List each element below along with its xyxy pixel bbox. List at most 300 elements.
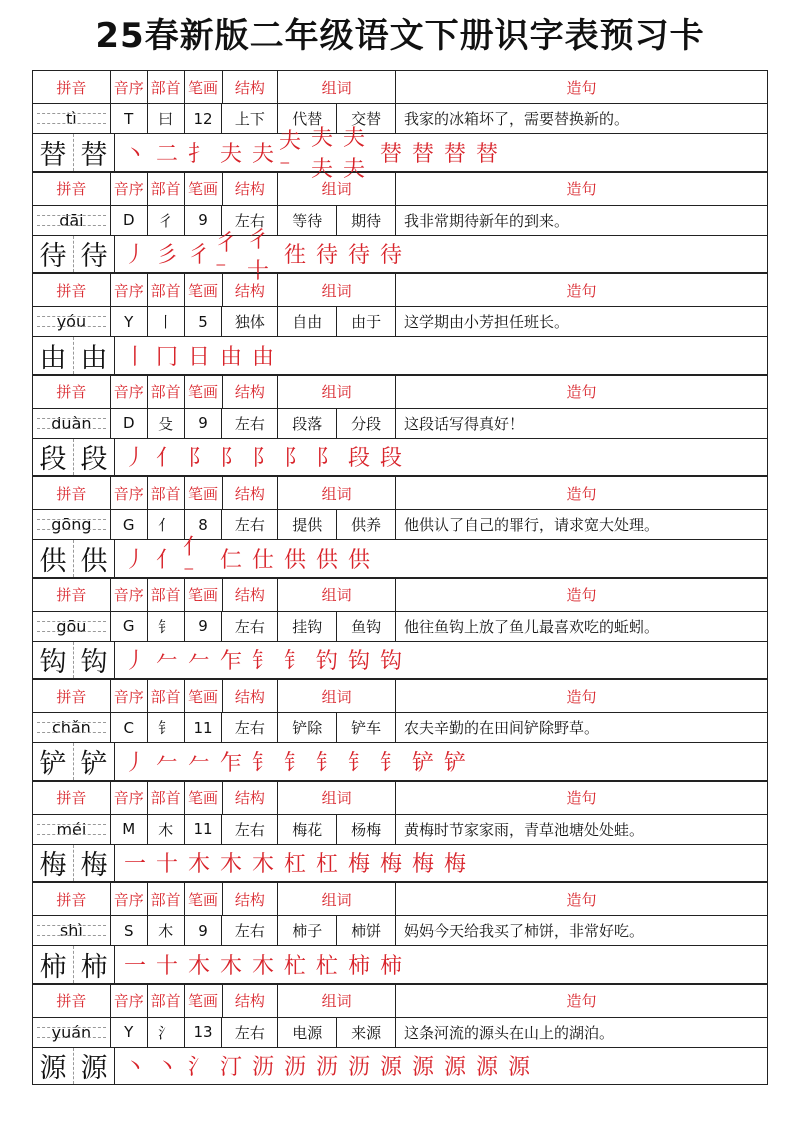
stroke-step: 替 — [475, 141, 498, 167]
big-character: 源 — [80, 1053, 108, 1085]
info-row — [32, 814, 768, 844]
character-entry — [32, 984, 768, 1086]
info-row — [32, 915, 768, 945]
character-entry — [32, 476, 768, 587]
stroke-step: 日 — [187, 344, 210, 370]
header-cell: 音序 — [111, 883, 148, 915]
header-cell: 造句 — [566, 281, 597, 300]
header-cell: 部首 — [148, 782, 185, 814]
word: 代替 — [278, 104, 337, 133]
bushou-cell: 丨 — [148, 307, 185, 336]
header-cell: 结构 — [223, 985, 279, 1017]
big-character: 钩 — [33, 642, 74, 679]
character-entry — [32, 70, 768, 183]
header-cell: 组词 — [278, 173, 396, 205]
stroke-step: 彡 — [155, 243, 178, 269]
stroke-step: 钅 — [347, 750, 370, 776]
header-cell: 组词 — [278, 782, 396, 814]
header-cell: 拼音 — [33, 274, 111, 306]
big-character: 柿 — [80, 951, 108, 983]
word: 电源 — [278, 1018, 337, 1047]
header-cell: 音序 — [111, 71, 148, 103]
big-character: 供 — [33, 540, 74, 577]
stroke-step: 丶 — [155, 1055, 178, 1081]
header-cell: 音序 — [111, 985, 148, 1017]
word: 段落 — [278, 409, 337, 438]
stroke-step: 十 — [155, 852, 178, 878]
stroke-step: 仁 — [219, 547, 242, 573]
header-cell: 部首 — [148, 376, 185, 408]
stroke-step: 汀 — [219, 1055, 242, 1081]
jiegou-cell: 左右 — [222, 916, 278, 945]
stroke-step: 𠂉 — [155, 649, 178, 675]
big-character: 梅 — [33, 845, 74, 882]
header-cell: 笔画 — [185, 173, 223, 205]
yinxu-cell: Y — [111, 307, 148, 336]
stroke-step: 供 — [315, 547, 338, 573]
info-row — [32, 205, 768, 235]
word: 梅花 — [278, 815, 337, 844]
header-cell: 音序 — [111, 782, 148, 814]
stroke-step: 乍 — [219, 750, 242, 776]
stroke-step: 钩 — [347, 649, 370, 675]
big-character: 梅 — [80, 850, 108, 882]
word: 分段 — [351, 414, 382, 433]
stroke-step: 木 — [219, 852, 242, 878]
pinyin-cell: chǎn — [33, 713, 111, 742]
yinxu-cell: S — [111, 916, 148, 945]
big-character: 替 — [80, 139, 108, 171]
character-entry — [32, 172, 768, 284]
character-table — [32, 70, 768, 1085]
stroke-step: 冂 — [155, 344, 178, 370]
info-row — [32, 712, 768, 742]
pinyin-cell: gōu — [33, 612, 111, 641]
word: 等待 — [278, 206, 337, 235]
stroke-step: 钅 — [283, 649, 306, 675]
stroke-row — [32, 126, 768, 183]
stroke-step: 丿 — [123, 750, 146, 776]
stroke-step: 𠂉 — [155, 750, 178, 776]
stroke-order — [114, 642, 407, 679]
header-cell: 笔画 — [185, 579, 223, 611]
header-row — [32, 679, 768, 712]
header-cell: 造句 — [566, 586, 597, 604]
stroke-step: 夫 — [219, 141, 242, 167]
big-character: 段 — [80, 444, 108, 476]
yinxu-cell: G — [111, 612, 148, 641]
bihua-cell: 8 — [185, 510, 223, 539]
stroke-order — [114, 743, 471, 780]
header-cell: 笔画 — [185, 680, 223, 712]
words-cell — [278, 206, 396, 235]
stroke-step: 钓 — [315, 649, 338, 675]
stroke-step: 木 — [251, 953, 274, 979]
header-cell: 部首 — [148, 985, 185, 1017]
header-cell: 结构 — [223, 477, 279, 509]
bushou-cell: 木 — [148, 916, 185, 945]
stroke-step: 夫⁻ — [279, 129, 302, 181]
stroke-step: 替 — [379, 141, 402, 167]
stroke-step: 源 — [411, 1055, 434, 1081]
bushou-cell: 钅 — [148, 612, 185, 641]
stroke-step: 一 — [123, 852, 146, 878]
sentence-cell: 我家的冰箱坏了，需要替换新的。 — [404, 110, 630, 128]
stroke-step: 梅 — [379, 852, 402, 878]
header-cell: 结构 — [223, 680, 279, 712]
jiegou-cell: 左右 — [222, 713, 278, 742]
bihua-cell: 11 — [185, 713, 223, 742]
word: 由于 — [351, 313, 382, 331]
header-cell: 造句 — [566, 383, 597, 401]
stroke-step: 杧 — [315, 953, 338, 979]
sentence-cell: 这学期由小芳担任班长。 — [404, 313, 570, 331]
big-character: 铲 — [33, 743, 74, 780]
character-entry — [32, 578, 768, 680]
words-cell — [278, 815, 396, 844]
stroke-step: 阝 — [283, 446, 306, 472]
stroke-step: 木 — [187, 953, 210, 979]
jiegou-cell: 左右 — [222, 206, 278, 235]
stroke-step: 供 — [347, 547, 370, 573]
big-character: 柿 — [33, 946, 74, 983]
big-character: 源 — [33, 1048, 74, 1085]
stroke-step: 杠 — [283, 852, 306, 878]
stroke-row — [32, 336, 768, 375]
header-cell: 笔画 — [185, 782, 223, 814]
stroke-step: 一 — [123, 953, 146, 979]
header-cell: 结构 — [223, 274, 279, 306]
header-cell: 部首 — [148, 579, 185, 611]
sentence-cell: 农夫辛勤的在田间铲除野草。 — [404, 719, 600, 737]
stroke-step: 待 — [379, 243, 402, 269]
bihua-cell: 12 — [185, 104, 223, 133]
stroke-step: 阝 — [251, 446, 274, 472]
info-row — [32, 103, 768, 133]
bihua-cell: 9 — [185, 409, 223, 438]
jiegou-cell: 独体 — [222, 307, 278, 336]
sentence-cell: 他供认了自己的罪行，请求宽大处理。 — [404, 516, 660, 534]
stroke-step: 钩 — [379, 649, 402, 675]
stroke-step: 木 — [187, 852, 210, 878]
stroke-step: 𠂉 — [187, 649, 210, 675]
header-cell: 结构 — [223, 173, 279, 205]
sentence-cell: 我非常期待新年的到来。 — [404, 211, 570, 230]
header-cell: 组词 — [278, 71, 396, 103]
word: 柿饼 — [351, 922, 382, 940]
pinyin-cell: tì — [33, 104, 111, 133]
stroke-step: 沥 — [315, 1055, 338, 1081]
character-entry — [32, 375, 768, 477]
header-cell: 部首 — [148, 477, 185, 509]
jiegou-cell: 左右 — [222, 612, 278, 641]
stroke-step: 钅 — [251, 750, 274, 776]
header-cell: 拼音 — [33, 477, 111, 509]
words-cell — [278, 1018, 396, 1047]
word: 自由 — [278, 307, 337, 336]
stroke-step: 乍 — [219, 649, 242, 675]
yinxu-cell: C — [111, 713, 148, 742]
header-cell: 组词 — [278, 680, 396, 712]
stroke-step: 𠂉 — [187, 750, 210, 776]
pinyin-cell: yóu — [33, 307, 111, 336]
character-entry — [32, 882, 768, 984]
word: 柿子 — [278, 916, 337, 945]
header-row — [32, 70, 768, 103]
stroke-step: 铲 — [411, 750, 434, 776]
stroke-step: 亻⁻ — [183, 535, 206, 587]
header-cell: 结构 — [223, 71, 279, 103]
word: 供养 — [351, 516, 382, 534]
header-cell: 拼音 — [33, 376, 111, 408]
bushou-cell: 木 — [148, 815, 185, 844]
character-entry — [32, 781, 768, 883]
jiegou-cell: 左右 — [222, 409, 278, 438]
stroke-step: 替 — [443, 141, 466, 167]
header-row — [32, 781, 768, 814]
header-cell: 拼音 — [33, 883, 111, 915]
header-cell: 造句 — [566, 890, 597, 909]
header-cell: 组词 — [278, 274, 396, 306]
stroke-row — [32, 438, 768, 477]
header-cell: 部首 — [148, 274, 185, 306]
stroke-step: 梅 — [411, 852, 434, 878]
word: 铲除 — [278, 713, 337, 742]
stroke-step: 钅 — [379, 750, 402, 776]
header-cell: 音序 — [111, 579, 148, 611]
stroke-step: 亻 — [155, 547, 178, 573]
big-character: 待 — [33, 236, 74, 273]
header-cell: 造句 — [566, 78, 597, 97]
header-cell: 拼音 — [33, 985, 111, 1017]
word: 期待 — [351, 211, 382, 230]
header-cell: 组词 — [278, 883, 396, 915]
stroke-step: 丿 — [123, 649, 146, 675]
bushou-cell: 彳 — [148, 206, 185, 235]
header-cell: 组词 — [278, 579, 396, 611]
header-cell: 部首 — [148, 71, 185, 103]
stroke-step: 由 — [251, 344, 274, 370]
pinyin-cell: duàn — [33, 409, 111, 438]
header-cell: 部首 — [148, 883, 185, 915]
header-row — [32, 984, 768, 1017]
stroke-step: 丿 — [123, 243, 146, 269]
stroke-step: 源 — [379, 1055, 402, 1081]
big-character: 钩 — [80, 647, 108, 679]
character-entry — [32, 273, 768, 375]
bihua-cell: 13 — [185, 1018, 223, 1047]
stroke-step: 徃 — [283, 243, 306, 269]
stroke-step: 梅 — [443, 852, 466, 878]
stroke-step: 待 — [347, 243, 370, 269]
big-character: 由 — [33, 337, 74, 374]
stroke-step: 丶 — [123, 1055, 146, 1081]
stroke-step: 仕 — [251, 547, 274, 573]
words-cell — [278, 916, 396, 945]
stroke-order — [114, 126, 503, 183]
stroke-step: 丿 — [123, 446, 146, 472]
header-cell: 笔画 — [185, 985, 223, 1017]
header-cell: 造句 — [566, 484, 597, 503]
bushou-cell: 亻 — [148, 510, 185, 539]
stroke-order — [114, 845, 471, 882]
header-row — [32, 172, 768, 205]
sentence-cell: 这段话写得真好！ — [404, 414, 525, 433]
stroke-step: 木 — [251, 852, 274, 878]
sentence-cell: 他往鱼钩上放了鱼儿最喜欢吃的蚯蚓。 — [404, 617, 660, 636]
stroke-step: 杠 — [315, 852, 338, 878]
words-cell — [278, 713, 396, 742]
header-cell: 笔画 — [185, 376, 223, 408]
stroke-step: 源 — [443, 1055, 466, 1081]
stroke-step: 供 — [283, 547, 306, 573]
stroke-step: 丨 — [123, 344, 146, 370]
header-cell: 结构 — [223, 376, 279, 408]
yinxu-cell: D — [111, 206, 148, 235]
word: 挂钩 — [278, 612, 337, 641]
header-cell: 拼音 — [33, 782, 111, 814]
stroke-step: 沥 — [251, 1055, 274, 1081]
stroke-row — [32, 641, 768, 680]
stroke-step: 替 — [411, 141, 434, 167]
stroke-order — [114, 227, 407, 284]
header-cell: 笔画 — [185, 477, 223, 509]
stroke-row — [32, 742, 768, 781]
yinxu-cell: G — [111, 510, 148, 539]
word: 鱼钩 — [351, 617, 382, 636]
stroke-row — [32, 535, 768, 587]
yinxu-cell: M — [111, 815, 148, 844]
header-cell: 组词 — [278, 985, 396, 1017]
stroke-step: 二 — [155, 141, 178, 167]
header-row — [32, 273, 768, 306]
stroke-step: 源 — [507, 1055, 530, 1081]
stroke-step: 段 — [347, 446, 370, 472]
yinxu-cell: D — [111, 409, 148, 438]
header-cell: 音序 — [111, 173, 148, 205]
stroke-step: 柿 — [347, 953, 370, 979]
header-cell: 组词 — [278, 477, 396, 509]
words-cell — [278, 409, 396, 438]
page-title: 25春新版二年级语文下册识字表预习卡 — [95, 16, 705, 56]
word: 来源 — [351, 1023, 382, 1042]
info-row — [32, 408, 768, 438]
word: 提供 — [278, 510, 337, 539]
header-cell: 笔画 — [185, 274, 223, 306]
bihua-cell: 11 — [185, 815, 223, 844]
stroke-step: 源 — [475, 1055, 498, 1081]
stroke-order — [114, 535, 375, 587]
header-cell: 结构 — [223, 579, 279, 611]
stroke-step: 段 — [379, 446, 402, 472]
stroke-step: 亻 — [155, 446, 178, 472]
stroke-step: 木 — [219, 953, 242, 979]
jiegou-cell: 左右 — [222, 815, 278, 844]
pinyin-cell: méi — [33, 815, 111, 844]
bushou-cell: 殳 — [148, 409, 185, 438]
character-entry — [32, 679, 768, 781]
stroke-step: 阝 — [219, 446, 242, 472]
header-cell: 笔画 — [185, 883, 223, 915]
info-row — [32, 611, 768, 641]
stroke-step: 夫夫 — [343, 126, 366, 183]
header-cell: 结构 — [223, 782, 279, 814]
header-cell: 拼音 — [33, 71, 111, 103]
stroke-row — [32, 1047, 768, 1086]
header-row — [32, 375, 768, 408]
header-cell: 拼音 — [33, 173, 111, 205]
words-cell — [278, 510, 396, 539]
stroke-step: 夫夫 — [311, 126, 334, 183]
word: 交替 — [351, 110, 382, 128]
header-cell: 部首 — [148, 173, 185, 205]
stroke-step: 钅 — [283, 750, 306, 776]
pinyin-cell: yuán — [33, 1018, 111, 1047]
stroke-step: 杧 — [283, 953, 306, 979]
stroke-row — [32, 227, 768, 284]
stroke-step: 钅 — [315, 750, 338, 776]
big-character: 段 — [33, 439, 74, 476]
big-character: 待 — [80, 241, 108, 273]
pinyin-cell: shì — [33, 916, 111, 945]
stroke-step: 阝 — [315, 446, 338, 472]
header-cell: 结构 — [223, 883, 279, 915]
big-character: 铲 — [80, 748, 108, 780]
word: 杨梅 — [351, 820, 382, 839]
jiegou-cell: 上下 — [222, 104, 278, 133]
bushou-cell: 曰 — [148, 104, 185, 133]
header-row — [32, 882, 768, 915]
stroke-step: 丿 — [123, 547, 146, 573]
stroke-step: 柿 — [379, 953, 402, 979]
header-row — [32, 476, 768, 509]
big-character: 由 — [80, 342, 108, 374]
header-cell: 笔画 — [185, 71, 223, 103]
stroke-step: 扌 — [187, 141, 210, 167]
words-cell — [278, 612, 396, 641]
stroke-row — [32, 844, 768, 883]
stroke-step: 十 — [155, 953, 178, 979]
sentence-cell: 妈妈今天给我买了柿饼，非常好吃。 — [404, 922, 645, 940]
stroke-order — [114, 337, 279, 374]
big-character: 供 — [80, 545, 108, 577]
header-cell: 组词 — [278, 376, 396, 408]
stroke-step: 夫 — [251, 141, 274, 167]
pinyin-cell: dāi — [33, 206, 111, 235]
info-row — [32, 1017, 768, 1047]
stroke-step: 由 — [219, 344, 242, 370]
header-cell: 造句 — [566, 789, 597, 807]
word: 铲车 — [351, 719, 382, 737]
stroke-step: 梅 — [347, 852, 370, 878]
header-cell: 拼音 — [33, 579, 111, 611]
bihua-cell: 9 — [185, 916, 223, 945]
stroke-step: 沥 — [283, 1055, 306, 1081]
header-cell: 音序 — [111, 680, 148, 712]
header-cell: 造句 — [566, 687, 597, 706]
header-cell: 音序 — [111, 274, 148, 306]
header-row — [32, 578, 768, 611]
stroke-step: 铲 — [443, 750, 466, 776]
stroke-step: 钅 — [251, 649, 274, 675]
header-cell: 部首 — [148, 680, 185, 712]
stroke-step: 彳⁻ — [215, 230, 238, 282]
header-cell: 音序 — [111, 477, 148, 509]
stroke-step: 沥 — [347, 1055, 370, 1081]
jiegou-cell: 左右 — [222, 1018, 278, 1047]
yinxu-cell: Y — [111, 1018, 148, 1047]
jiegou-cell: 左右 — [222, 510, 278, 539]
